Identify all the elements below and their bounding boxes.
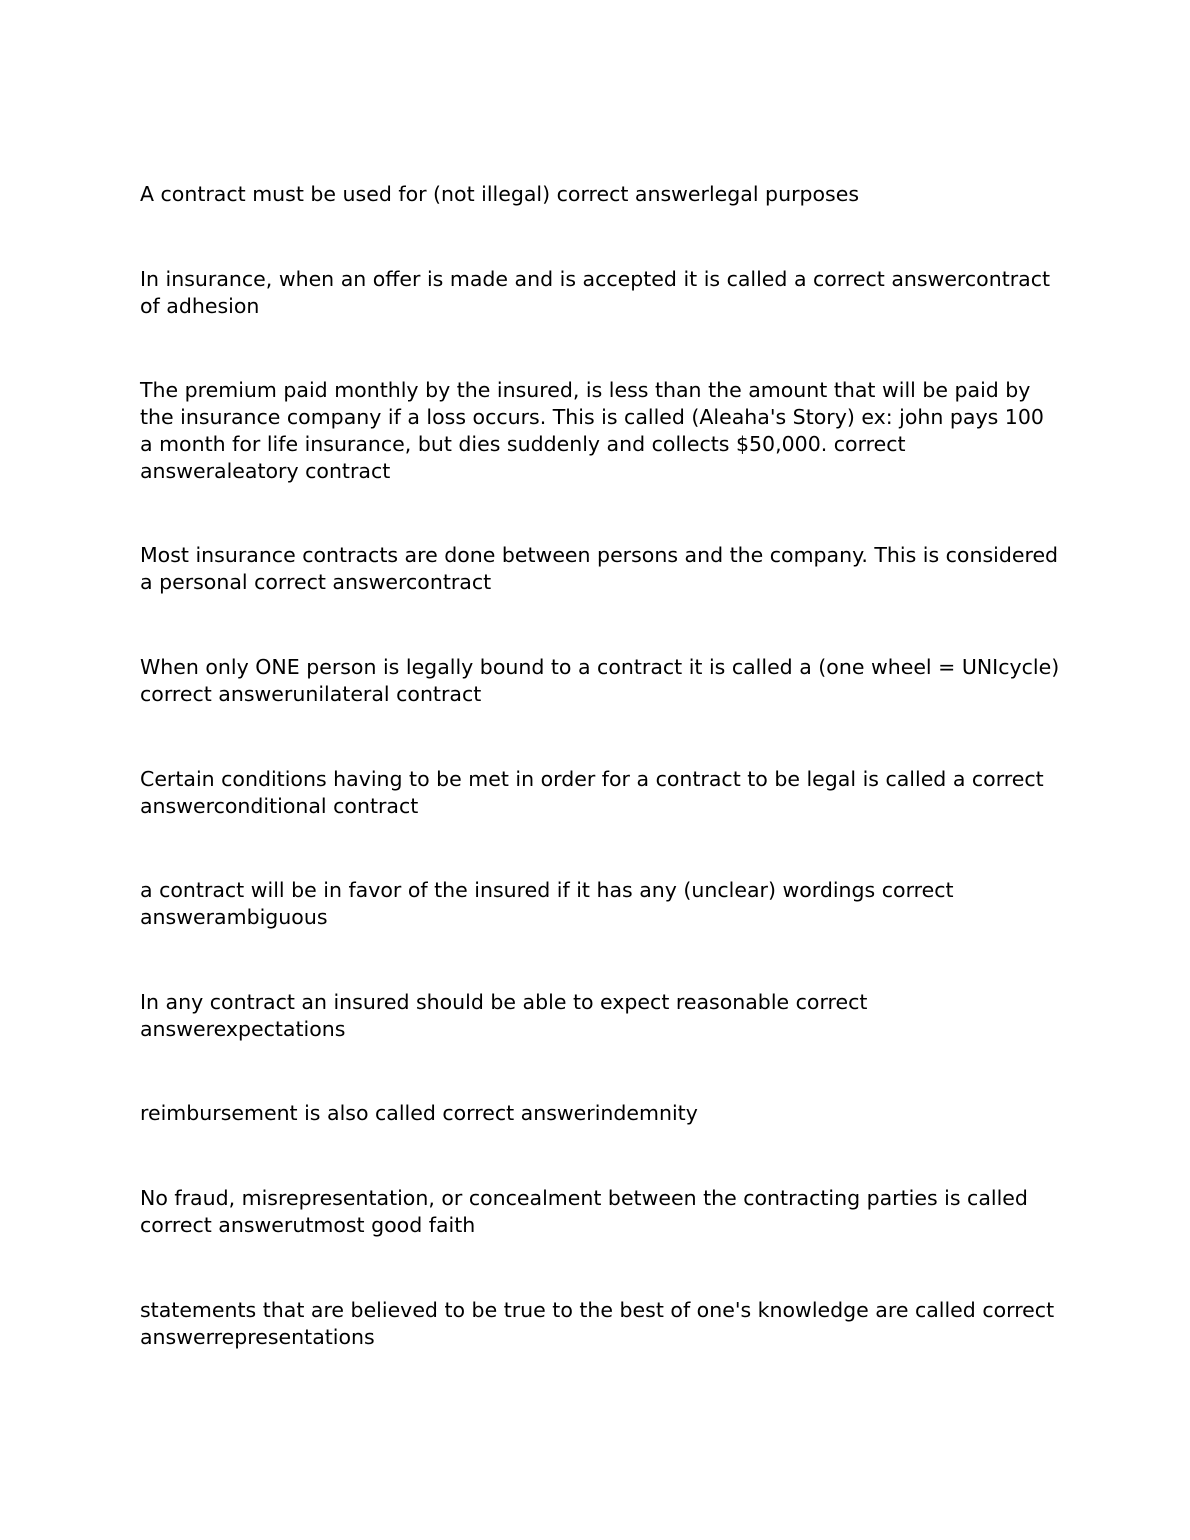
qa-entry-5: When only ONE person is legally bound to a contract it is called a (one wheel = UNIcycle) correct answerunilateral contract — [140, 655, 1060, 706]
qa-entry-10: No fraud, misrepresentation, or concealment between the contracting parties is called correct answerutmost good faith — [140, 1186, 1028, 1237]
qa-entry-2: In insurance, when an offer is made and is accepted it is called a correct answercontract of adhesion — [140, 267, 1051, 318]
qa-entry-6: Certain conditions having to be met in order for a contract to be legal is called a correct answerconditional contract — [140, 767, 1044, 818]
qa-entry-4: Most insurance contracts are done between persons and the company. This is considered a personal correct answercontract — [140, 543, 1059, 594]
qa-entry-8: In any contract an insured should be able to expect reasonable correct answerexpectations — [140, 990, 868, 1041]
qa-entry-7: a contract will be in favor of the insured if it has any (unclear) wordings correct answerambiguous — [140, 878, 954, 929]
qa-entry-11: statements that are believed to be true to the best of one's knowledge are called correct answerrepresentations — [140, 1298, 1055, 1349]
qa-entry-1: A contract must be used for (not illegal) correct answerlegal purposes — [140, 182, 860, 206]
qa-entry-3: The premium paid monthly by the insured, is less than the amount that will be paid by the insurance company if a loss occurs. This is called (Aleaha's Story) ex: john pays 100 a month for life insurance, but dies suddenly and collects $50,000. correct answeraleatory contract — [140, 378, 1044, 483]
qa-entry-9: reimbursement is also called correct answerindemnity — [140, 1101, 698, 1125]
